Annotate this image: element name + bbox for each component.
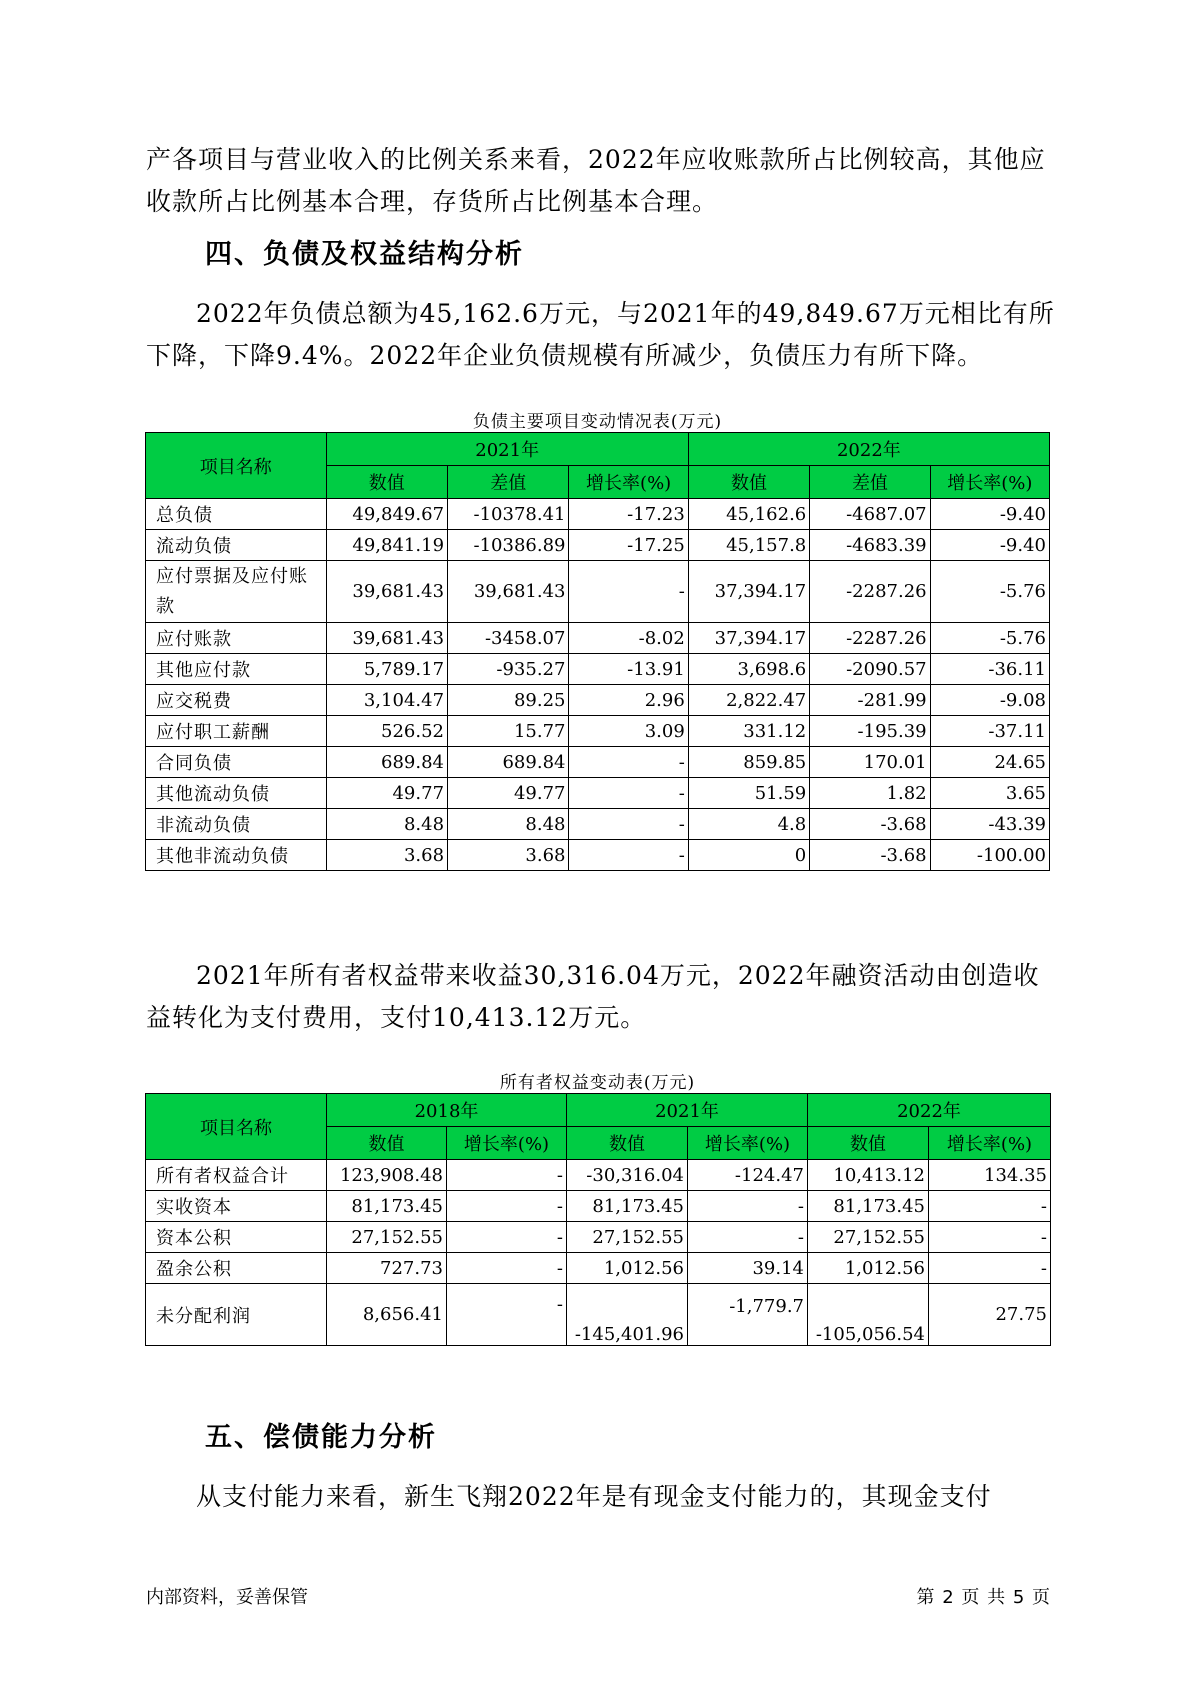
table2-subheader: 数值 — [327, 1127, 447, 1160]
table-cell: 其他应付款 — [146, 654, 327, 685]
table-cell: 应付票据及应付账款 — [146, 561, 327, 623]
table-cell: -145,401.96 — [567, 1284, 688, 1346]
table-row — [146, 1191, 1051, 1222]
table-cell: -3.68 — [810, 840, 930, 871]
table-row — [146, 623, 1050, 654]
table-cell: - — [447, 1222, 567, 1253]
table-row — [146, 716, 1050, 747]
table-cell: - — [569, 840, 688, 871]
table-cell: - — [447, 1253, 567, 1284]
table-cell: -2287.26 — [810, 623, 930, 654]
table-cell: -4687.07 — [810, 499, 930, 530]
table-cell: 81,173.45 — [327, 1191, 447, 1222]
liabilities-table — [145, 432, 1050, 871]
table-cell: 3.68 — [326, 840, 447, 871]
table-row — [146, 778, 1050, 809]
table1-subheader: 增长率(%) — [930, 466, 1049, 499]
footer-page-number: 第 2 页 共 5 页 — [916, 1587, 1051, 1608]
table-cell: 资本公积 — [146, 1222, 327, 1253]
table-cell: 2,822.47 — [688, 685, 809, 716]
table1-subheader: 差值 — [448, 466, 569, 499]
table-cell: 8.48 — [448, 809, 569, 840]
table-cell: 应付账款 — [146, 623, 327, 654]
table-cell: 其他流动负债 — [146, 778, 327, 809]
table-cell: 27,152.55 — [327, 1222, 447, 1253]
table-cell: 689.84 — [326, 747, 447, 778]
table-cell: - — [447, 1160, 567, 1191]
table-cell: -105,056.54 — [808, 1284, 929, 1346]
table-row — [146, 840, 1050, 871]
table-cell: - — [569, 561, 688, 623]
table1-caption: 负债主要项目变动情况表(万元) — [472, 412, 723, 432]
table2-subheader: 增长率(%) — [447, 1127, 567, 1160]
table-cell: 5,789.17 — [326, 654, 447, 685]
table-cell: 89.25 — [448, 685, 569, 716]
table-cell: -5.76 — [930, 623, 1049, 654]
table-cell: - — [569, 809, 688, 840]
table-row — [146, 1284, 1051, 1346]
table-cell: 39,681.43 — [326, 561, 447, 623]
table-cell: - — [447, 1284, 567, 1346]
table-cell: 应付职工薪酬 — [146, 716, 327, 747]
table-cell: 134.35 — [929, 1160, 1051, 1191]
table1-header-year-2022: 2022年 — [688, 433, 1049, 466]
table-cell: -281.99 — [810, 685, 930, 716]
table-cell: -9.40 — [930, 530, 1049, 561]
table-row — [146, 561, 1050, 623]
table-cell: - — [929, 1191, 1051, 1222]
table-cell: 所有者权益合计 — [146, 1160, 327, 1191]
table-cell: 39.14 — [688, 1253, 808, 1284]
table-row — [146, 530, 1050, 561]
table-cell: 859.85 — [688, 747, 809, 778]
table-cell: - — [688, 1191, 808, 1222]
table-cell: 1,012.56 — [808, 1253, 929, 1284]
table-cell: 应交税费 — [146, 685, 327, 716]
table-cell: 49.77 — [326, 778, 447, 809]
table-row — [146, 1222, 1051, 1253]
table-cell: 727.73 — [327, 1253, 447, 1284]
table-cell: 8.48 — [326, 809, 447, 840]
equity-table — [145, 1093, 1051, 1346]
paragraph-intro: 产各项目与营业收入的比例关系来看，2022年应收账款所占比例较高，其他应收款所占比例基本合理，存货所占比例基本合理。 — [146, 145, 1046, 216]
table-row — [146, 654, 1050, 685]
table-cell: -8.02 — [569, 623, 688, 654]
table-cell: 37,394.17 — [688, 623, 809, 654]
table1-header-year-2021: 2021年 — [326, 433, 688, 466]
table-cell: -17.25 — [569, 530, 688, 561]
table2-subheader: 数值 — [567, 1127, 688, 1160]
table-cell: 其他非流动负债 — [146, 840, 327, 871]
table2-header-year-2021: 2021年 — [567, 1094, 808, 1127]
table-cell: -30,316.04 — [567, 1160, 688, 1191]
table-cell: 2.96 — [569, 685, 688, 716]
table-cell: 39,681.43 — [448, 561, 569, 623]
table-cell: 123,908.48 — [327, 1160, 447, 1191]
table-cell: -4683.39 — [810, 530, 930, 561]
table-cell: 37,394.17 — [688, 561, 809, 623]
table-cell: 49.77 — [448, 778, 569, 809]
table-row — [146, 499, 1050, 530]
table-cell: -935.27 — [448, 654, 569, 685]
table-cell: 盈余公积 — [146, 1253, 327, 1284]
table-cell: -37.11 — [930, 716, 1049, 747]
table-cell: 51.59 — [688, 778, 809, 809]
table1-subheader: 增长率(%) — [569, 466, 688, 499]
table-cell: 3,698.6 — [688, 654, 809, 685]
table-cell: -2090.57 — [810, 654, 930, 685]
table-cell: -1,779.7 — [688, 1284, 808, 1346]
table-row — [146, 809, 1050, 840]
table1-header-item: 项目名称 — [146, 433, 327, 499]
table-cell: 45,157.8 — [688, 530, 809, 561]
table-cell: 1,012.56 — [567, 1253, 688, 1284]
table-cell: 27.75 — [929, 1284, 1051, 1346]
table-cell: 49,841.19 — [326, 530, 447, 561]
table-cell: 3,104.47 — [326, 685, 447, 716]
section-heading-4: 四、负债及权益结构分析 — [205, 239, 524, 270]
table-cell: 45,162.6 — [688, 499, 809, 530]
table2-header-year-2022: 2022年 — [808, 1094, 1051, 1127]
table-cell: -5.76 — [930, 561, 1049, 623]
table-cell: 总负债 — [146, 499, 327, 530]
table2-subheader: 数值 — [808, 1127, 929, 1160]
table-cell: - — [569, 747, 688, 778]
table-cell: 合同负债 — [146, 747, 327, 778]
paragraph-solvency: 从支付能力来看，新生飞翔2022年是有现金支付能力的，其现金支付 — [196, 1482, 992, 1511]
table-cell: 未分配利润 — [146, 1284, 327, 1346]
table-cell: -43.39 — [930, 809, 1049, 840]
table-cell: -195.39 — [810, 716, 930, 747]
table1-subheader: 数值 — [326, 466, 447, 499]
table-cell: -10386.89 — [448, 530, 569, 561]
table-cell: -10378.41 — [448, 499, 569, 530]
table2-caption: 所有者权益变动表(万元) — [499, 1073, 696, 1093]
table-cell: 689.84 — [448, 747, 569, 778]
table-cell: 0 — [688, 840, 809, 871]
table-cell: 1.82 — [810, 778, 930, 809]
table1-subheader: 数值 — [688, 466, 809, 499]
paragraph-equity: 2021年所有者权益带来收益30,316.04万元，2022年融资活动由创造收益转化为支付费用，支付10,413.12万元。 — [146, 961, 1040, 1032]
footer-confidential-note: 内部资料，妥善保管 — [146, 1587, 308, 1608]
table-cell: 81,173.45 — [567, 1191, 688, 1222]
table-cell: -17.23 — [569, 499, 688, 530]
table-cell: -2287.26 — [810, 561, 930, 623]
table1-subheader: 差值 — [810, 466, 930, 499]
table-cell: 10,413.12 — [808, 1160, 929, 1191]
table-row — [146, 685, 1050, 716]
table-cell: -100.00 — [930, 840, 1049, 871]
table-cell: 15.77 — [448, 716, 569, 747]
table2-header-item: 项目名称 — [146, 1094, 327, 1160]
paragraph-liabilities: 2022年负债总额为45,162.6万元，与2021年的49,849.67万元相比有所下降，下降9.4%。2022年企业负债规模有所减少，负债压力有所下降。 — [146, 299, 1055, 370]
table-cell: 170.01 — [810, 747, 930, 778]
table-cell: - — [929, 1222, 1051, 1253]
table-cell: 27,152.55 — [567, 1222, 688, 1253]
table-cell: 8,656.41 — [327, 1284, 447, 1346]
table-cell: 81,173.45 — [808, 1191, 929, 1222]
table-cell: 3.65 — [930, 778, 1049, 809]
table-cell: -3458.07 — [448, 623, 569, 654]
table2-header-year-2018: 2018年 — [327, 1094, 567, 1127]
table-cell: 39,681.43 — [326, 623, 447, 654]
table-cell: 24.65 — [930, 747, 1049, 778]
table-cell: -9.40 — [930, 499, 1049, 530]
table-cell: 49,849.67 — [326, 499, 447, 530]
table-cell: 3.68 — [448, 840, 569, 871]
table-row — [146, 1253, 1051, 1284]
table-cell: -9.08 — [930, 685, 1049, 716]
table-cell: -13.91 — [569, 654, 688, 685]
table-cell: 27,152.55 — [808, 1222, 929, 1253]
table-cell: 3.09 — [569, 716, 688, 747]
table-cell: - — [447, 1191, 567, 1222]
table-cell: -124.47 — [688, 1160, 808, 1191]
section-heading-5: 五、偿债能力分析 — [205, 1422, 437, 1453]
table2-subheader: 增长率(%) — [929, 1127, 1051, 1160]
table-cell: - — [688, 1222, 808, 1253]
table-cell: - — [929, 1253, 1051, 1284]
table-cell: 实收资本 — [146, 1191, 327, 1222]
table-cell: 331.12 — [688, 716, 809, 747]
table2-subheader: 增长率(%) — [688, 1127, 808, 1160]
table-cell: 4.8 — [688, 809, 809, 840]
table-cell: -36.11 — [930, 654, 1049, 685]
table-row — [146, 747, 1050, 778]
table-cell: -3.68 — [810, 809, 930, 840]
table-cell: 非流动负债 — [146, 809, 327, 840]
table-cell: 流动负债 — [146, 530, 327, 561]
table-cell: 526.52 — [326, 716, 447, 747]
table-cell: - — [569, 778, 688, 809]
table-row — [146, 1160, 1051, 1191]
